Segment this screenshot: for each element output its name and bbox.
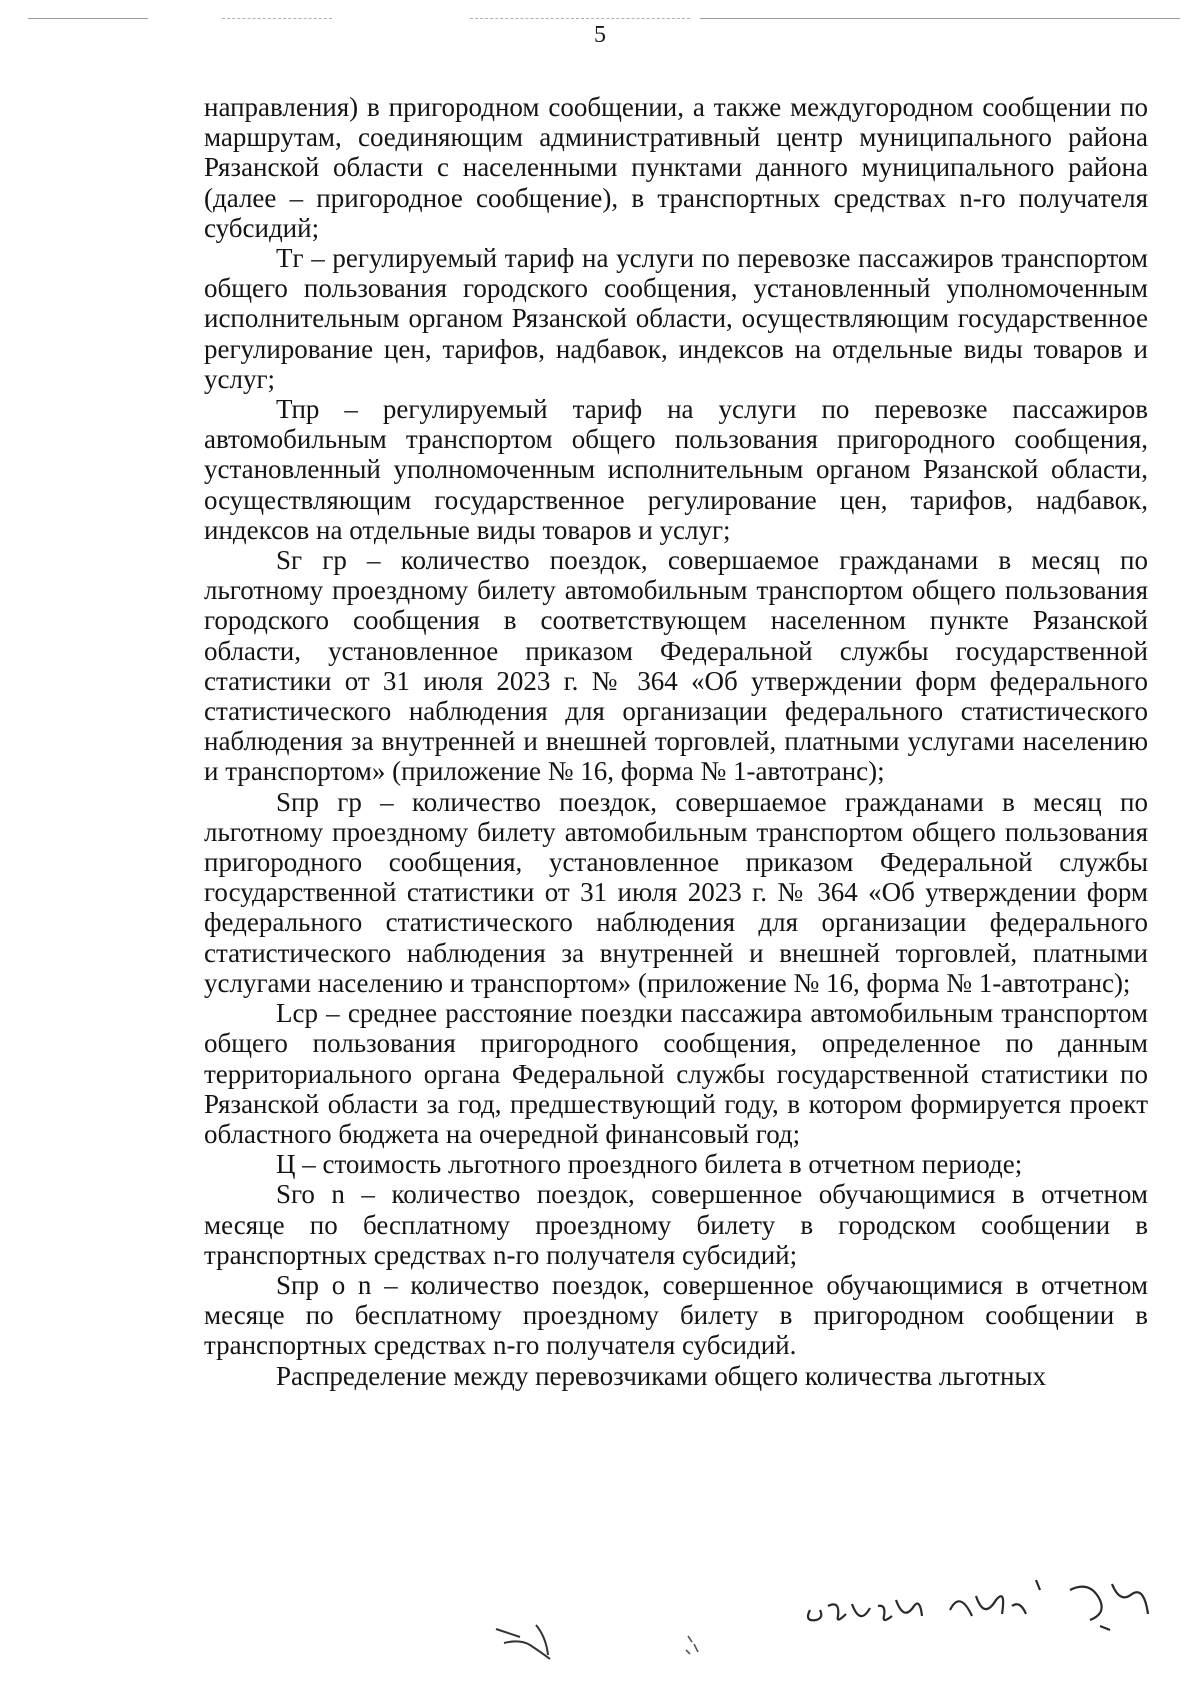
paragraph: Тпр – регулируемый тариф на услуги по перевозке пассажиров автомобильным транспортом общего пользования пригородного сообщения, установленный уполномоченным исполнительным органом Рязанской области, осуществляющим государственное регулирование цен, тарифов, надбавок, индексов на отдельные виды товаров и услуг; (204, 394, 1148, 545)
handwritten-mark (680, 1630, 710, 1660)
top-border-line (470, 18, 690, 19)
top-border-line (700, 18, 1180, 19)
paragraph: направления) в пригородном сообщении, а также междугородном сообщении по маршрутам, соединяющим административный центр муниципального района Рязанской области с населенными пунктами данного муниципального района (далее – пригородное сообщение), в транспортных средствах n-го получателя субсидий; (204, 92, 1148, 243)
paragraph: Sпр гр – количество поездок, совершаемое гражданами в месяц по льготному проездному билету автомобильным транспортом общего пользования пригородного сообщения, установленное приказом Федеральной службы государственной статистики от 31 июля 2023 г. № 364 «Об утверждении форм федерального статистического наблюдения для организации федерального статистического наблюдения за внутренней и внешней торговлей, платными услугами населению и транспортом» (приложение № 16, форма № 1-автотранс); (204, 786, 1148, 998)
paragraph: Lср – среднее расстояние поездки пассажира автомобильным транспортом общего пользования пригородного сообщения, определенное по данным территориального органа Федеральной службы государственной статистики по Рязанской области за год, предшествующий году, в котором формируется проект областного бюджета на очередной финансовый год; (204, 998, 1148, 1149)
top-border-line (222, 18, 332, 19)
handwritten-signature (800, 1570, 1160, 1640)
handwritten-mark (490, 1615, 560, 1665)
paragraph: Распределение между перевозчиками общего количества льготных (276, 1360, 1047, 1391)
page-number: 5 (594, 22, 606, 48)
paragraph: Sпр о n – количество поездок, совершенное обучающимися в отчетном месяце по бесплатному проездному билету в пригородном сообщении в транспортных средствах n-го получателя субсидий. (204, 1269, 1148, 1361)
paragraph: Sг гр – количество поездок, совершаемое гражданами в месяц по льготному проездному билету автомобильным транспортом общего пользования городского сообщения в соответствующем населенном пункте Рязанской области, установленное приказом Федеральной службы государственной статистики от 31 июля 2023 г. № 364 «Об утверждении форм федерального статистического наблюдения для организации федерального статистического наблюдения за внутренней и внешней торговлей, платными услугами населению и транспортом» (приложение № 16, форма № 1-автотранс); (204, 545, 1148, 787)
document-body (204, 92, 1148, 1391)
top-border-line (28, 18, 148, 19)
paragraph: Ц – стоимость льготного проездного билета в отчетном периоде; (276, 1149, 1023, 1180)
paragraph: Sго n – количество поездок, совершенное обучающимися в отчетном месяце по бесплатному проездному билету в городском сообщении в транспортных средствах n-го получателя субсидий; (204, 1179, 1148, 1270)
paragraph: Тг – регулируемый тариф на услуги по перевозке пассажиров транспортом общего пользования городского сообщения, установленный уполномоченным исполнительным органом Рязанской области, осуществляющим государственное регулирование цен, тарифов, надбавок, индексов на отдельные виды товаров и услуг; (204, 243, 1148, 394)
